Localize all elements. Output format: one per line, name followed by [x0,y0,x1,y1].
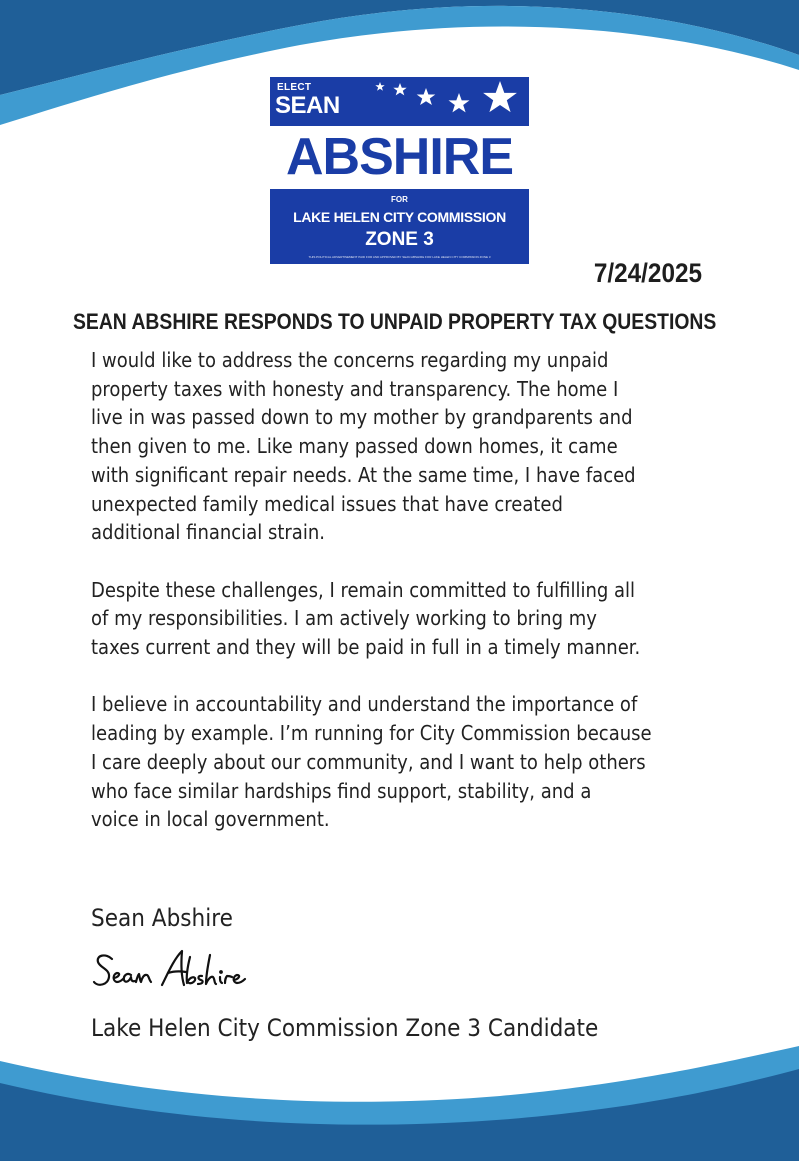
body-line: voice in local government. [91,807,330,832]
body-line: I would like to address the concerns regarding my unpaid [91,348,609,372]
star-icon [375,82,384,91]
body-line: property taxes with honesty and transparency. The home I [91,376,619,401]
logo-bottom-band [270,189,529,264]
letter-body [91,346,712,863]
logo-last-name: ABSHIRE [285,128,514,186]
body-line: of my responsibilities. I am actively working to bring my [91,606,597,631]
star-icons [370,77,529,126]
body-line: who face similar hardships find support, stability, and a [91,778,592,803]
paragraph-1 [91,346,712,547]
logo-first-name: SEAN [275,92,340,119]
body-line: then given to me. Like many passed down homes, it came [91,434,618,459]
body-line: with significant repair needs. At the same time, I have faced [91,462,636,487]
logo-top-band [270,77,529,126]
paragraph-2 [91,576,712,662]
body-line: Despite these challenges, I remain committed to fulfilling all [91,577,636,602]
body-line: unexpected family medical issues that have created [91,491,563,516]
letter-date: 7/24/2025 [593,258,702,288]
star-icon [393,83,406,95]
letter-headline: SEAN ABSHIRE RESPONDS TO UNPAID PROPERTY TAX QUESTIONS [73,309,717,334]
body-line: I care deeply about our community, and I want to help others [91,749,646,774]
logo-zone-text: ZONE 3 [365,229,434,250]
logo-fine-print: THIS POLITICAL ADVERTISEMENT PAID FOR AND APPROVED BY SEAN ABSHIRE FOR LAKE HELEN CITY COMMISSION ZONE 3 [308,255,491,259]
logo-for-text: FOR [391,195,408,204]
body-line: additional financial strain. [91,520,325,545]
body-line: leading by example. I’m running for City Commission because [91,721,652,746]
star-icon [483,81,517,112]
star-icon [417,88,436,105]
paragraph-3 [91,690,712,834]
body-line: I believe in accountability and understand the importance of [91,692,638,717]
campaign-logo [270,77,529,264]
logo-elect-text: ELECT [277,82,312,93]
body-line: live in was passed down to my mother by grandparents and [91,405,633,430]
signoff-name: Sean Abshire [91,904,233,932]
candidate-role: Lake Helen City Commission Zone 3 Candidate [91,1014,599,1042]
star-icon [449,93,470,112]
bottom-wave-decoration [0,1041,799,1161]
logo-office-text: LAKE HELEN CITY COMMISSION [293,209,506,225]
body-line: taxes current and they will be paid in full in a timely manner. [91,635,641,660]
handwritten-signature [92,945,252,997]
